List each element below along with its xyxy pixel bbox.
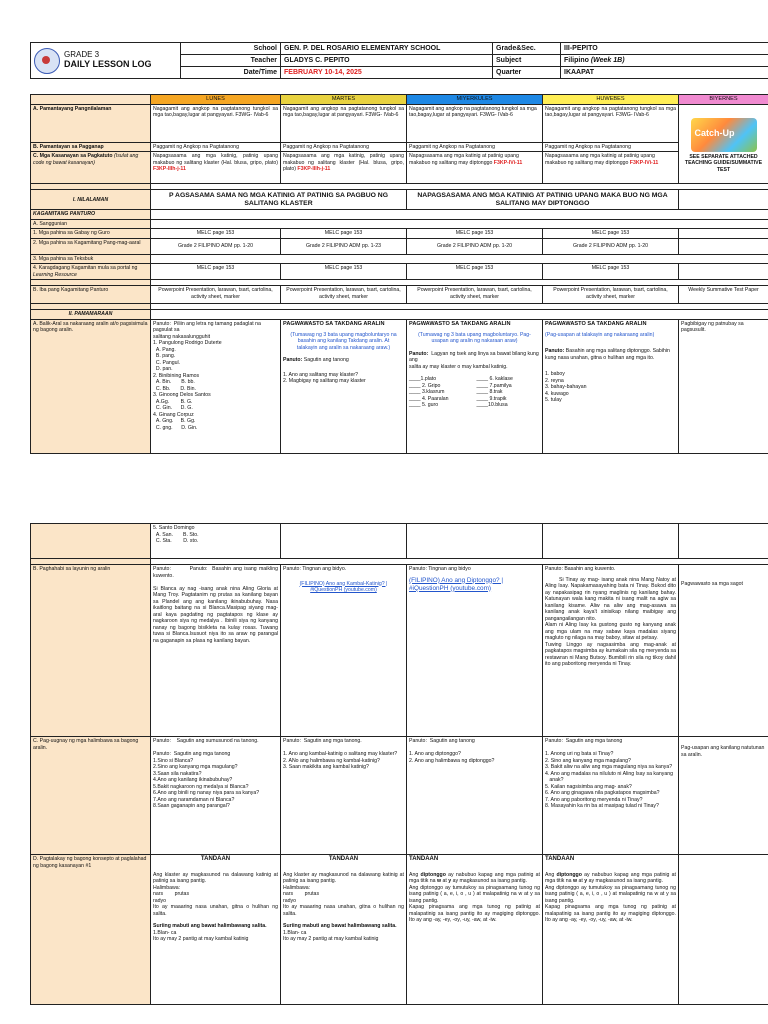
video-link-kambal-katinig[interactable]: (FILIPINO) Ano ang Kambal-Katinig? | #iQuestionPH (youtube.com): [299, 580, 388, 593]
row-label-karagdagang: [31, 264, 151, 280]
kasanayan-code: F3KP-IVi-11: [629, 159, 659, 166]
kasanayan-mon: [151, 152, 281, 184]
friday-summative-text: SEE SEPARATE ATTACHED TEACHING GUIDE/SUMMATIVE TEST: [684, 153, 763, 173]
paghahabi-wed: [407, 565, 543, 737]
text-run-bold: diptonggo: [420, 871, 446, 878]
continuation-tue: [281, 524, 407, 559]
paghahabi-fri: Pagwawasto sa mga sagot: [679, 565, 768, 737]
kasanayan-thu: [543, 152, 679, 184]
panuto-label: Panuto:: [283, 357, 303, 364]
text-run-bold: w: [572, 878, 578, 884]
row-label-paghahabi: B. Paghahabi sa layunin ng aralin: [31, 565, 151, 737]
pag-uugnay-wed: Panuto: Sagutin ang tanong 1. Ano ang diptonggo? 2. Ano ang halimbawa ng diptonggo?: [407, 737, 543, 855]
pagtalakay-wed-text: [409, 872, 540, 924]
checklist-item: ____ 5. guro: [409, 402, 439, 409]
tandaan-heading: TANDAAN: [200, 856, 231, 862]
text-run: at: [577, 878, 585, 884]
balik-aral-mon: Panuto: Piliin ang letra ng tamang padaglat na pagsulat sa salitang nakasalungguhit 1. Pangulong Rodrigo Duterte A. Pang. B. pang. C. Pangul. D. pan. 2. Binibining Ramos A. Bin. B. bb. C. Bb. D. Bin. 3. Ginoong Delos Santos A.Gg. B. G. C. Gin. D. G. 4. Ginang Corpuz A. Gng. B. Gg. C. gng. D. Gin.: [151, 319, 281, 453]
continuation-label: [31, 524, 151, 559]
adm-fri: [679, 238, 768, 254]
kasanayan-text: Napagsasama ang mga katinig, patinig upang makabuo ng salitang klaster (Hal. blusa, gripo, plato): [153, 153, 278, 166]
deped-seal-icon: [34, 48, 60, 74]
day-friday: BIYERNES: [679, 95, 768, 105]
pag-uugnay-fri: Pag-usapan ang kanilang natutunan sa aralin.: [679, 737, 768, 855]
day-header-blank: [31, 95, 151, 105]
pagtalakay-thu-text: [545, 872, 676, 924]
panuto-task: Basahin ang mga salitang diptonggo. Sabihin kung nasa unahan, gitna o hulihan ang mga ito.: [545, 348, 670, 361]
balik-aral-wed: [407, 319, 543, 453]
day-monday: LUNES: [151, 95, 281, 105]
paghahabi-wed-panuto: Panuto: Tingnan ang bidyo: [409, 566, 471, 572]
row-label-iba: B. Iba pang Kagamitang Panturo: [31, 286, 151, 304]
teacher-value: GLADYS C. PEPITO: [281, 55, 493, 67]
pamantayang-wed: Nagagamit ang angkop na pagtatanong tungkol sa mga tao,bagay,lugar at pangyayari. F3WG- IVab-6: [407, 104, 543, 142]
checklist-item: ____10.blusa: [476, 402, 508, 409]
subject-week: (Week 1B): [590, 56, 625, 64]
panuto-task: Lagyan ng tsek ang linya sa bawat bilang kung ang salita ay may klaster o may kambal katinig.: [409, 350, 539, 370]
row-label-sanggunian: A. Sanggunian: [31, 219, 151, 229]
lesson-table-continued: [30, 523, 768, 1005]
pagtalakay-tue-example: 1.Blan- ca Ito ay may 2 pantig at may kambal katinig: [283, 929, 379, 942]
pagtalakay-thu: [543, 855, 679, 1005]
pagtalakay-tue: [281, 855, 407, 1005]
checklist-item: ____ 7.pamilya: [476, 382, 512, 389]
pagganap-tue: Paggamit ng Angkop na Pagtatanong: [281, 142, 407, 152]
balik-aral-mon-continued: 5. Santo Domingo A. San. B. Sto. C. Sta. D. sto.: [151, 524, 281, 559]
karagdagang-label-italic: Learning Resource: [33, 271, 77, 278]
catch-up-logo-text: Catch-Up: [694, 127, 735, 138]
gabay-tue: MELC page 153: [281, 229, 407, 239]
balik-aral-wed-checklist: [409, 376, 540, 409]
paghahabi-thu-story: Si Tinay ay mag- isang anak nina Mang Natoy at Aling Isay. Napakamasayahing bata ni Tinay. Bukod dito ay napakasipag rin nyang maglinis ng kanilang bahay. Katunayan wala kang makita ni isang malit na agiw sa kanilang kisame. Aliw na aliw ang mag-asawa sa kanilang anak kaya't sinisikap nilang maibigay ang pangangailangan nito. Alam ni Aling Isay ka gustong gusto ng kanyang anak ang mga ulam na may sabaw kaya madalas siyang magluto ng nilaga na may baboy, sitaw at petsay. Tuwing Linggo ay nagsasimba ang mag-anak at pagkatapos magsimba ay kumakain sila ng meryenda sa restawran ni Mang Butsoy. Bumibili rin sila ng tikoy dahil ito ang paboritong meryenda ni Tinay.: [545, 576, 676, 667]
checklist-item: ____ 9.trapik: [476, 395, 507, 402]
checklist-item: ____ 8.trak: [476, 389, 503, 396]
nilalaman-label: I. NILALAMAN: [72, 196, 109, 203]
day-wednesday: MIYERKULES: [407, 95, 543, 105]
quarter-label: Quarter: [493, 67, 561, 79]
karagdagang-fri: [679, 264, 768, 280]
gabay-fri: [679, 229, 768, 239]
panuto-label: Panuto:: [545, 348, 565, 355]
text-run: ay magkasunod sa isang pantig. Ang diptonggo ay tumutukoy sa pinagsamang tunog ng isang patinig ( a, e, i, o , u ) at malapatinig na w at y sa isang pantig. Kapag pinagsama ang mga tunog ng patinig at malapatinig sa isang pantig ito ay magiging diptonggo. Ito ay ang -ay, -ey, -oy, -uy, -aw, at -iw.: [409, 878, 540, 923]
grade-sec-label: Grade&Sec.: [493, 43, 561, 55]
row-label-kagamitang: 2. Mga pahina sa Kagamitang Pang-mag-aaral: [31, 238, 151, 254]
kasanayan-label-note: (Isulat ang code ng bawat kasanayan): [33, 153, 139, 166]
kasanayan-code: F3KP-IVi-11: [493, 159, 523, 166]
pamantayang-thu: Nagagamit ang angkop na pagtatanong tungkol sa mga tao,bagay,lugar at pangyayari. F3WG- IVab-6: [543, 104, 679, 142]
kasanayan-text: Napagsasama ang mga katinig at patinig upang makabuo ng salitang may diptonggo: [545, 153, 655, 166]
row-label-pamantayang: A. Pamantayang Pangnilalaman: [31, 104, 151, 142]
checklist-item: ____ 6. kaklase: [476, 376, 513, 383]
pagtalakay-fri: [679, 855, 768, 1005]
sanggunian-blank: [151, 219, 768, 229]
lesson-table: [30, 94, 768, 454]
gabay-thu: MELC page 153: [543, 229, 679, 239]
karagdagang-thu: MELC page 153: [543, 264, 679, 280]
balik-aral-tue-questions: 1. Ano ang salitang may klaster? 2. Magbigay ng salitang may klaster: [283, 371, 366, 385]
page-title: DAILY LESSON LOG: [64, 58, 152, 69]
adm-wed: Grade 2 FILIPINO ADM pp. 1-20: [407, 238, 543, 254]
balik-aral-tue-note: (Tumawag ng 3 bata upang magboluntaryo na basahin ang kanilang Takdang aralin. At talakayin ang aralin sa nakaraang araw.): [290, 331, 397, 351]
text-run: ay magkasunod sa isang pantig. Ang diptonggo ay tumutukoy sa pinagsamang tunog ng isang patinig ( a, e, i, o , u ) at malapatinig na w at y sa isang pantig. Kapag pinagsama ang mga tunog ng patinig at malapatinig sa isang pantig ito ay magiging diptonggo. Ito ay ang -ay, -ey, -oy, -uy, -aw, at -iw.: [545, 878, 676, 923]
row-label-kasanayan: [31, 152, 151, 184]
paghahabi-mon: Panuto: Panuto: Basahin ang isang maikling kuwento. Si Blanca ay nag -isang anak nina Aling Gloria at Mang Troy. Pagtatanim ng prutas sa kanilang bayan sa Plandel ang ang kanilang ikinabubuhay. Nasa ikaitlong baitang na si Blanca.Masipag siyang mag-aral kaya pagdating ng pagtatapos ng klase ay nagkaroon siya ng medalya . Ibinili siya ng kanyang nanay ng bagong bisikleta na kulay rosas. Tuwang tuwa si Blanca.Isusuot niya ito sa araw ng parangal na gaganapin sa plasa ng kanilang bayan.: [151, 565, 281, 737]
pagtalakay-tue-bold: Suriing mabuti ang bawat halimbawang salita.: [283, 923, 397, 929]
row-label-teksbuk: 3. Mga pahina sa Teksbuk: [31, 254, 151, 264]
row-label-balik-aral: A. Balik-Aral sa nakaraang aralin at/o pagsisimula ng bagong aralin.: [31, 319, 151, 453]
school-label: School: [181, 43, 281, 55]
panuto-task: Sagutin ang tanong: [302, 357, 349, 364]
continuation-fri: [679, 524, 768, 559]
pagganap-mon: Paggamit ng Angkop na Pagtatanong: [151, 142, 281, 152]
balik-aral-tue-panuto: [283, 357, 404, 364]
pagganap-thu: Paggamit ng Angkop na Pagtatanong: [543, 142, 679, 152]
karagdagang-mon: MELC page 153: [151, 264, 281, 280]
paghahabi-thu: [543, 565, 679, 737]
balik-aral-wed-panuto: [409, 351, 540, 371]
lesson-table-page-2: [30, 523, 768, 1005]
balik-aral-tue-heading: PAGWAWASTO SA TAKDANG ARALIN: [283, 320, 385, 327]
pagtalakay-wed: [407, 855, 543, 1005]
checklist-item: ____ 2. Gripo: [409, 382, 441, 389]
paghahabi-tue-panuto: Panuto: Tingnan ang bidyo.: [283, 566, 347, 572]
gabay-mon: MELC page 153: [151, 229, 281, 239]
checklist-item: ____ 3.klasrum: [409, 389, 445, 396]
adm-tue: Grade 2 FILIPINO ADM pp. 1-23: [281, 238, 407, 254]
nilalaman-mon-tue: P AGSASAMA SAMA NG MGA KATINIG AT PATINIG SA PAGBUO NG SALITANG KLASTER: [151, 190, 407, 210]
karagdagang-label: 4. Karagdagang Kagamitan mula sa portal ng: [33, 265, 138, 272]
row-label-kagamitan: KAGAMITANG PANTURO: [31, 210, 151, 220]
adm-thu: Grade 2 FILIPINO ADM pp. 1-20: [543, 238, 679, 254]
kasanayan-text: Napagsasama ang mga katinig at patinig upang makabuo ng salitang may diptonggo: [409, 153, 519, 166]
balik-aral-thu-note: (Pag-usapan at talakayin ang nakaraang aralin): [545, 331, 655, 338]
pamantayang-tue: Nagagamit ang angkop na pagtatanong tungkol sa mga tao,bagay,lugar at pangyayari. F3WG- IVab-6: [281, 104, 407, 142]
catch-up-fridays-logo: [691, 118, 757, 152]
pagtalakay-mon-example: 1.Blan- ca Ito ay may 2 pantig at may kambal katinig: [153, 929, 249, 942]
adm-mon: Grade 2 FILIPINO ADM pp. 1-20: [151, 238, 281, 254]
grade-level: GRADE 3: [64, 50, 100, 60]
panuto-label: Panuto:: [409, 350, 429, 357]
row-label-gabay: 1. Mga pahina sa Gabay ng Guro: [31, 229, 151, 239]
row-label-pag-uugnay: C. Pag-uugnay ng mga halimbawa sa bagong aralin.: [31, 737, 151, 855]
kasanayan-tue: [281, 152, 407, 184]
lesson-table-page-1: [30, 94, 768, 454]
gabay-wed: MELC page 153: [407, 229, 543, 239]
day-thursday: HUWEBES: [543, 95, 679, 105]
row-label-nilalaman: [31, 190, 151, 210]
iba-fri: Weekly Summative Test Paper: [679, 286, 768, 304]
header-table: [30, 42, 768, 79]
row-label-pagtalakay: D. Pagtalakay ng bagong konsepto at paglalahad ng bagong kasanayan #1: [31, 855, 151, 1005]
row-label-pamamaraan: II. PAMAMARAAN: [31, 310, 151, 320]
pamantayang-mon: Nagagamit ang angkop na pagtatanong tungkol sa mga tao,bagay,lugar at pangyayari. F3WG- IVab-6: [151, 104, 281, 142]
text-run: ay nabubuo kapag ang mga patinig at mga titik na: [409, 871, 542, 884]
day-tuesday: MARTES: [281, 95, 407, 105]
iba-thu: Powerpoint Presentation, larawan, tsart, cartolina, activity sheet, marker: [543, 286, 679, 304]
balik-aral-tue: [281, 319, 407, 453]
header-brand: [31, 43, 181, 79]
nilalaman-wed-thu: NAPAGSASAMA ANG MGA KATINIG AT PATINIG UPANG MAKA BUO NG MGA SALITANG MAY DIPTONGGO: [407, 190, 679, 210]
text-run: ay nabubuo kapag ang mga patinig at mga titik na: [545, 871, 678, 884]
paghahabi-tue: [281, 565, 407, 737]
pag-uugnay-mon: Panuto: Sagutin ang sumusunod na tanong. Panuto: Sagutin ang mga tanong 1.Sino si Blanca? 2.Sino ang kanyang mga magulang? 3.Saan sila nakatira? 4.Ano ang kanilang ikinabubuhay? 5.Bakit nagkaroon ng medalya si Blanca? 6.Ano ang binili ng nanay niya para sa kanya? 7.Ano ang naramdaman ni Blanca? 8.Saan gaganapin ang parangal?: [151, 737, 281, 855]
kasanayan-code: F3KP-IIIh-j-11: [153, 166, 186, 173]
iba-mon: Powerpoint Presentation, larawan, tsart, cartolina, activity sheet, marker: [151, 286, 281, 304]
text-run-bold: y: [584, 878, 588, 884]
pamamaraan-blank: [151, 310, 768, 320]
text-run-bold: w: [436, 878, 442, 884]
tandaan-heading: TANDAAN: [328, 856, 359, 862]
balik-aral-thu-heading: PAGWAWASTO SA TAKDANG ARALIN: [545, 320, 647, 327]
iba-tue: Powerpoint Presentation, larawan, tsart, cartolina, activity sheet, marker: [281, 286, 407, 304]
pagtalakay-tue-text: Ang klaster ay magkasunod na dalawang katinig at patinig sa isang pantig. Halimbawa: nars prutas radyo Ito ay maaaring nasa unahan, gitna o hulihan ng salita.: [283, 871, 404, 917]
balik-aral-thu: [543, 319, 679, 453]
subject-name: Filipino: [564, 56, 591, 64]
date-label: Date/Time: [181, 67, 281, 79]
kasanayan-text: Napagsasama ang mga katinig, patinig upang makabuo ng salitang klaster (Hal. blusa, gripo, plato): [283, 153, 404, 173]
kasanayan-wed: [407, 152, 543, 184]
pagtalakay-mon-text: Ang klaster ay magkasunod na dalawang katinig at patinig sa isang pantig. Halimbawa: nars prutas radyo Ito ay maaaring nasa unahan, gitna o hulihan ng salita.: [153, 871, 278, 917]
tandaan-heading: TANDAAN: [545, 856, 575, 862]
kasanayan-code: F3KP-IIIh-j-11: [297, 166, 331, 173]
date-value: FEBRUARY 10-14, 2025: [281, 67, 493, 79]
pag-uugnay-thu: Panuto: Sagutin ang mga tanong 1. Anong uri ng bata si Tinay? 2. Sino ang kanyang mga magulang? 3. Bakit aliw na aliw ang mga magulang niya sa kanya? 4. Ano ang madalas na niluluto ni Aling Isay sa kanyang anak? 5. Kailan nagsisimba ang mag- anak? 6. Ano ang ginagawa nila pagkatapos magsimba? 7. Ano ang paboritong meryenda ni Tinay? 8. Masayahin ka rin ba at masipag tulad ni Tinay?: [543, 737, 679, 855]
pag-uugnay-tue: Panuto: Sagutin ang mga tanong. 1. Ano ang kambal-katinig o salitang may klaster? 2. ANo ang halimbawa ng kambal-katinig? 3. Saan makikita ang kambal katinig?: [281, 737, 407, 855]
quarter-value: IKAAPAT: [561, 67, 768, 79]
balik-aral-thu-list: 1. baboy 2. reyna 3. bahay-bahayan 4. kuwago 5. tulay: [545, 371, 587, 404]
school-value: GEN. P. DEL ROSARIO ELEMENTARY SCHOOL: [281, 43, 493, 55]
text-run-bold: y: [448, 878, 452, 884]
balik-aral-thu-panuto: [545, 348, 676, 361]
video-link-diptonggo[interactable]: (FILIPINO) Ano ang Diptonggo? | #iQuestionPH (youtube.com): [409, 576, 504, 592]
teacher-label: Teacher: [181, 55, 281, 67]
subject-label: Subject: [493, 55, 561, 67]
checklist-item: ____ 4. Paaralan: [409, 395, 449, 402]
balik-aral-wed-note: (Tumawag ng 3 bata upang magboluntaryo. Pag-usapan ang aralin ng nakaraan araw): [418, 331, 531, 345]
friday-summative: [679, 104, 768, 184]
subject-value: [561, 55, 768, 67]
row-label-pagganap: B. Pamantayan sa Pagganap: [31, 142, 151, 152]
pagtalakay-mon: [151, 855, 281, 1005]
pagganap-wed: Paggamit ng Angkop na Pagtatanong: [407, 142, 543, 152]
balik-aral-wed-heading: PAGWAWASTO SA TAKDANG ARALIN: [409, 320, 511, 327]
karagdagang-tue: MELC page 153: [281, 264, 407, 280]
continuation-thu: [543, 524, 679, 559]
continuation-wed: [407, 524, 543, 559]
pagtalakay-mon-bold: Suriing mabuti ang bawat halimbawang salita.: [153, 923, 267, 929]
nilalaman-fri: [679, 190, 768, 210]
tandaan-heading: TANDAAN: [409, 856, 439, 862]
paghahabi-thu-panuto: Panuto: Basahin ang kuwento.: [545, 566, 616, 572]
text-run: Ang: [545, 871, 557, 878]
iba-wed: Powerpoint Presentation, larawan, tsart, cartolina, activity sheet, marker: [407, 286, 543, 304]
balik-aral-fri: Pagbibigay ng patnubay sa pagsusulit.: [679, 319, 768, 453]
grade-sec-value: III-PEPITO: [561, 43, 768, 55]
dll-header: [30, 42, 768, 79]
text-run: at: [441, 878, 449, 884]
karagdagang-wed: MELC page 153: [407, 264, 543, 280]
kasanayan-label: C. Mga Kasanayan sa Pagkatuto: [33, 153, 113, 160]
kagamitan-blank: [151, 210, 768, 220]
text-run-bold: diptonggo: [556, 871, 582, 878]
text-run: Ang: [409, 871, 421, 878]
teksbuk-blank: [151, 254, 768, 264]
checklist-item: ____1.plato: [409, 376, 437, 383]
